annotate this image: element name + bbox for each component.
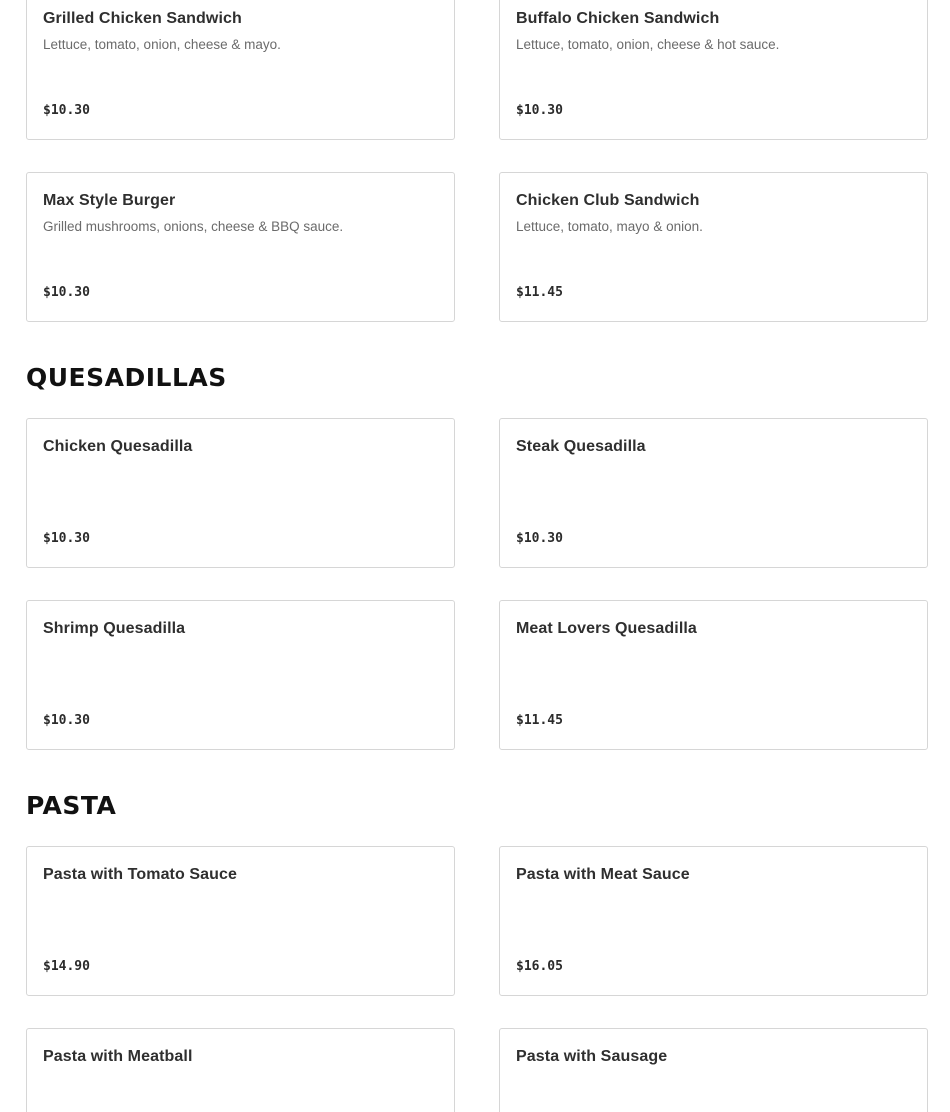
menu-item-card[interactable]: [26, 172, 455, 322]
menu-item-card[interactable]: [499, 0, 928, 140]
menu-grid-sandwiches: [26, 0, 928, 322]
menu-item-card[interactable]: [499, 172, 928, 322]
menu-item-card[interactable]: [26, 0, 455, 140]
menu-item-card[interactable]: [26, 418, 455, 568]
menu-grid-pasta: [26, 846, 928, 1112]
menu-item-price: $10.30: [43, 713, 90, 728]
menu-item-name: Pasta with Meat Sauce: [516, 866, 690, 883]
menu-item-card[interactable]: [26, 600, 455, 750]
menu-item-price: $10.30: [516, 103, 563, 118]
section-title-quesadillas: QUESADILLAS: [26, 363, 227, 392]
menu-item-description: Lettuce, tomato, mayo & onion.: [516, 219, 703, 234]
menu-item-card[interactable]: [499, 418, 928, 568]
menu-item-price: $10.30: [516, 531, 563, 546]
menu-item-card[interactable]: [499, 1028, 928, 1112]
menu-item-name: Chicken Club Sandwich: [516, 192, 700, 209]
menu-item-name: Pasta with Tomato Sauce: [43, 866, 238, 883]
menu-item-price: $11.45: [516, 285, 563, 300]
menu-item-description: Lettuce, tomato, onion, cheese & mayo.: [43, 37, 281, 52]
menu-item-name: Steak Quesadilla: [516, 438, 646, 455]
menu-item-name: Max Style Burger: [43, 192, 176, 209]
menu-item-description: Lettuce, tomato, onion, cheese & hot sauce.: [516, 37, 780, 52]
menu-item-card[interactable]: [26, 846, 455, 996]
menu-item-description: Grilled mushrooms, onions, cheese & BBQ sauce.: [43, 219, 344, 234]
menu-item-price: $11.45: [516, 713, 563, 728]
menu-item-card[interactable]: [499, 846, 928, 996]
menu-item-price: $14.90: [43, 959, 90, 974]
menu-item-price: $10.30: [43, 531, 90, 546]
menu-item-card[interactable]: [26, 1028, 455, 1112]
menu-grid-quesadillas: [26, 418, 928, 750]
menu-item-name: Buffalo Chicken Sandwich: [516, 10, 720, 27]
menu-item-name: Meat Lovers Quesadilla: [516, 620, 697, 637]
menu-item-card[interactable]: [499, 600, 928, 750]
menu-item-price: $16.05: [516, 959, 563, 974]
menu-item-name: Grilled Chicken Sandwich: [43, 10, 242, 27]
menu-item-price: $10.30: [43, 103, 90, 118]
menu-item-price: $10.30: [43, 285, 90, 300]
section-title-pasta: PASTA: [26, 791, 117, 820]
menu-item-name: Shrimp Quesadilla: [43, 620, 186, 637]
menu-item-name: Pasta with Meatball: [43, 1048, 193, 1065]
menu-item-name: Pasta with Sausage: [516, 1048, 668, 1065]
menu-item-name: Chicken Quesadilla: [43, 438, 193, 455]
